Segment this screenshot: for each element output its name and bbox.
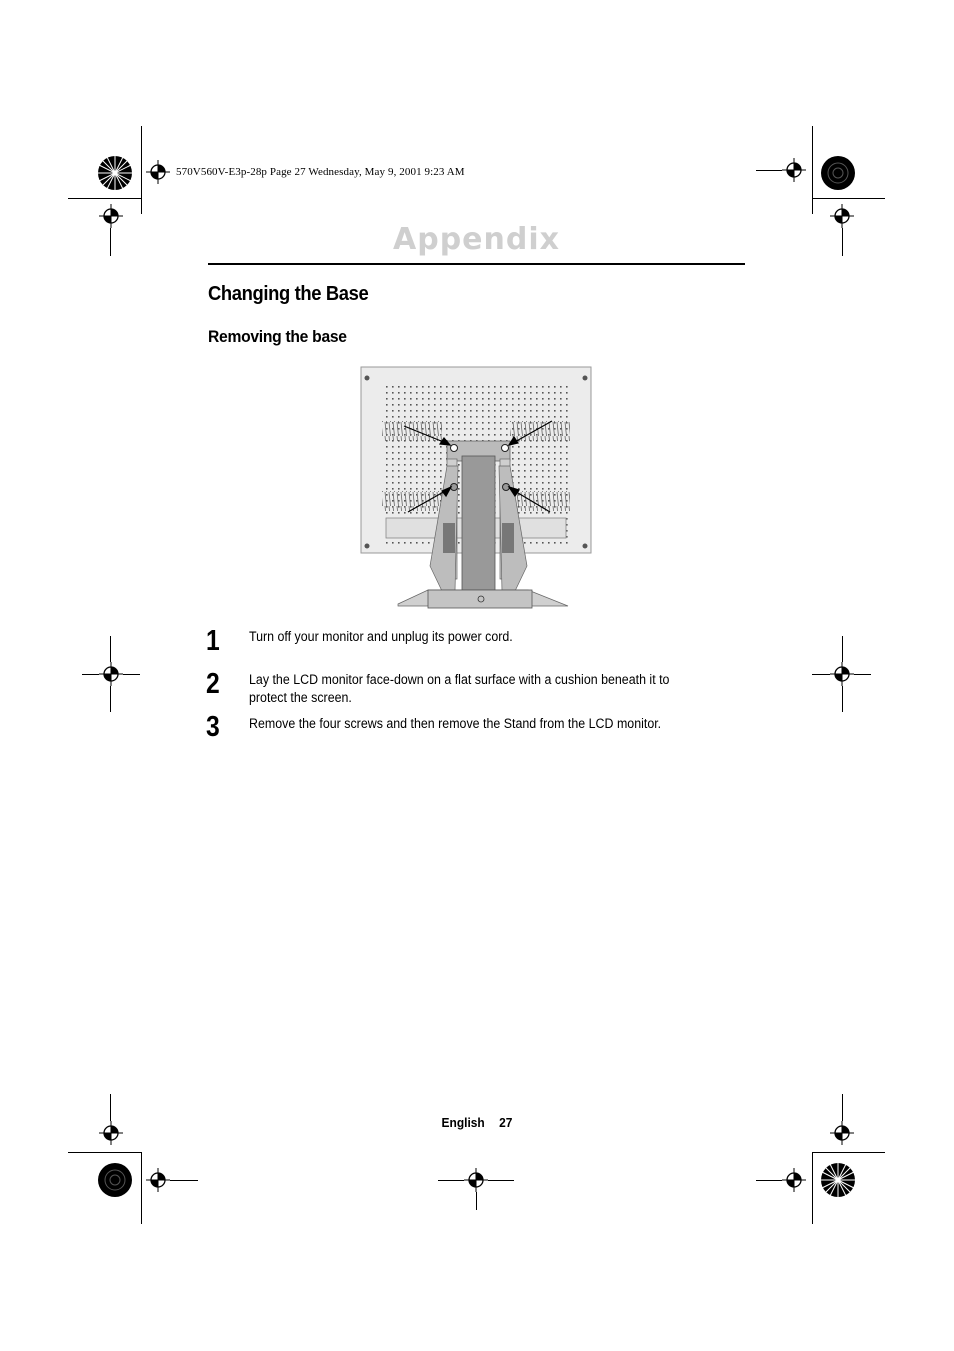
starburst-mark-icon <box>818 153 858 193</box>
crosshair-mark-icon <box>146 160 170 184</box>
crosshair-mark-icon <box>99 662 123 686</box>
starburst-mark-icon <box>95 153 135 193</box>
section-title: Changing the Base <box>208 283 369 305</box>
starburst-mark-icon <box>818 1160 858 1200</box>
page-number: 27 <box>499 1115 513 1130</box>
subsection-title: Removing the base <box>208 327 347 346</box>
footer-language: English <box>441 1115 485 1130</box>
chapter-title: Appendix <box>393 222 560 257</box>
crosshair-mark-icon <box>464 1168 488 1192</box>
crosshair-mark-icon <box>782 1168 806 1192</box>
step-number: 2 <box>206 668 220 700</box>
crosshair-mark-icon <box>830 662 854 686</box>
step-text: Turn off your monitor and unplug its power cord. <box>249 629 513 644</box>
crosshair-mark-icon <box>99 204 123 228</box>
crosshair-mark-icon <box>782 158 806 182</box>
starburst-mark-icon <box>95 1160 135 1200</box>
crosshair-mark-icon <box>830 204 854 228</box>
page-footer <box>38 1115 916 1130</box>
step-text: Remove the four screws and then remove the Stand from the LCD monitor. <box>249 716 662 731</box>
crosshair-mark-icon <box>146 1168 170 1192</box>
monitor-back-stand-illustration-icon <box>360 366 592 610</box>
chapter-rule <box>208 263 745 265</box>
step-number: 3 <box>206 711 220 743</box>
print-slug: 570V560V-E3p-28p Page 27 Wednesday, May 9, 2001 9:23 AM <box>176 166 465 178</box>
step-text: Lay the LCD monitor face-down on a flat surface with a cushion beneath it to protect the screen. <box>249 672 670 705</box>
step-number: 1 <box>206 625 220 657</box>
